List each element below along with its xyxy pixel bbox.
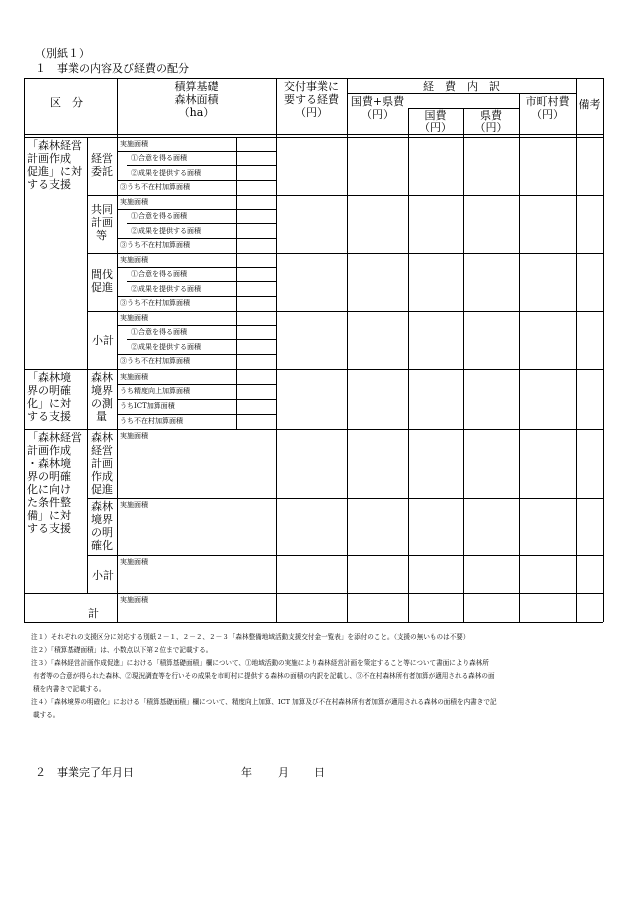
row-goi: ①合意を得る面積 (131, 270, 187, 278)
note-4b: 載する。 (33, 711, 60, 719)
completion-month: 月 (278, 766, 289, 779)
total-label: 計 (88, 607, 99, 620)
note-4a: 注４）「森林境界の明確化」における「積算基礎面積」欄について、精度向上加算、ICT 加算及び不在村森林所有者加算が適用される森林の面積を内書きで記 (31, 698, 497, 706)
row-jisshi: 実施面積 (120, 558, 148, 566)
row-goi: ①合意を得る面積 (131, 212, 187, 220)
group3-label: 「森林経営 計画作成 ・森林境 界の明確 化に向け た条件整 備」に対 する支援 (27, 431, 82, 535)
row-fuzai: ③うち不在村加算面積 (120, 299, 190, 307)
row-fuzai: ③うち不在村加算面積 (120, 357, 190, 365)
row-jisshi: 実施面積 (120, 373, 148, 381)
sub-keiei-keikaku-sakusei: 森林 経営 計画 作成 促進 (91, 431, 113, 496)
col-header-sekisan: 積算基礎 森林面積 （ha） (174, 80, 219, 119)
col-header-keihi: 経 費 内 訳 (423, 80, 500, 93)
completion-day: 日 (314, 766, 325, 779)
completion-year: 年 (241, 766, 252, 779)
row-jisshi: 実施面積 (120, 432, 148, 440)
group1-label: 「森林経営 計画作成 促進」に対 する支援 (27, 139, 82, 191)
attachment-label: （別紙１） (35, 47, 90, 60)
notes (31, 631, 601, 722)
note-2: 注２）「積算基礎面積」は、小数点以下第２位まで記載する。 (31, 646, 213, 654)
note-3c: 積を内書きで記載する。 (33, 685, 106, 693)
sub-kanbatsu-sokushin: 間伐 促進 (91, 268, 113, 294)
row-goi: ①合意を得る面積 (131, 154, 187, 162)
row-fuzai: ③うち不在村加算面積 (120, 241, 190, 249)
col-header-shichoson: 市町村費 （円） (525, 95, 570, 121)
row-seika: ②成果を提供する面積 (131, 343, 201, 351)
section2-title: ２ 事業完了年月日 (35, 766, 134, 779)
row-jisshi: 実施面積 (120, 314, 148, 322)
col-header-kokuhi: 国費 （円） (419, 109, 452, 134)
sub-shokei-1: 小計 (92, 334, 114, 347)
col-header-kubun: 区 分 (50, 96, 83, 109)
section1-title: １ 事業の内容及び経費の配分 (35, 62, 189, 75)
sub-keiei-itaku: 経営 委託 (91, 152, 113, 178)
sub-shokei-2: 小計 (92, 569, 114, 582)
col-header-biko: 備考 (578, 98, 601, 111)
row-seika: ②成果を提供する面積 (131, 169, 201, 177)
row-jisshi: 実施面積 (120, 140, 148, 148)
row-seika: ②成果を提供する面積 (131, 227, 201, 235)
row-fuzai: ③うち不在村加算面積 (120, 183, 190, 191)
row-fuzai2: うち不在村加算面積 (120, 417, 183, 425)
row-jisshi: 実施面積 (120, 501, 148, 509)
col-header-kofu: 交付事業に 要する経費 （円） (284, 80, 339, 119)
col-header-kenpi: 県費 （円） (474, 109, 508, 134)
note-1: 注１）それぞれの支援区分に対応する別紙２－１、２－２、２－３「森林整備地域活動支援交付金一覧表」を添付のこと。（支援の無いものは不要） (31, 633, 470, 641)
row-jisshi: 実施面積 (120, 256, 148, 264)
sub-kyokai-sokuryo: 森林 境界 の測 量 (91, 371, 113, 423)
row-seido: うち精度向上加算面積 (120, 387, 190, 395)
row-jisshi: 実施面積 (120, 596, 148, 604)
row-ict: うちICT加算面積 (120, 402, 175, 410)
note-3a: 注３）「森林経営計画作成促進」における「積算基礎面積」欄について、①地域活動の実施により森林経営計画を策定すること等について書面により森林所 (31, 659, 489, 667)
note-3b: 有者等の合意が得られた森林、②現況調査等を行いその成果を市町村に提供する森林の面積の内訳を記載し、③不在村森林所有者加算が適用される森林の面 (33, 672, 495, 680)
col-header-kokuhi-kenpi: 国費+県費 （円） (350, 95, 405, 121)
row-seika: ②成果を提供する面積 (131, 285, 201, 293)
row-goi: ①合意を得る面積 (131, 328, 187, 336)
row-jisshi: 実施面積 (120, 198, 148, 206)
group2-label: 「森林境 界の明確 化」に対 する支援 (27, 371, 71, 423)
sub-kyodo-keikaku: 共同 計画 等 (91, 203, 113, 242)
sub-kyokai-meikakuka: 森林 境界 の明 確化 (91, 500, 113, 552)
